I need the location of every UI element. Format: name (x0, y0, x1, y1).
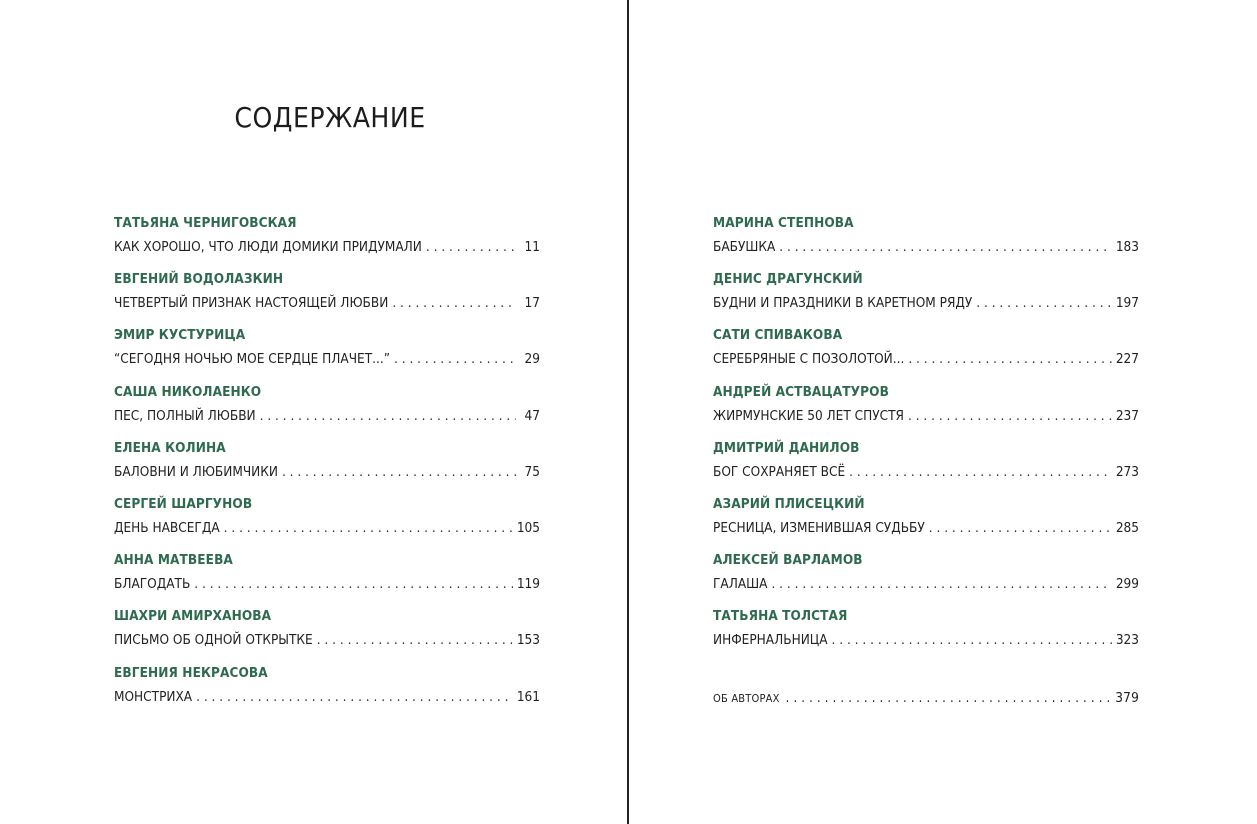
entry-author: ЕЛЕНА КОЛИНА (114, 439, 226, 456)
entry-author: МАРИНА СТЕПНОВА (713, 215, 854, 231)
entry-author: СЕРГЕЙ ШАРГУНОВ (114, 495, 253, 512)
entry-title: ЧЕТВЕРТЫЙ ПРИЗНАК НАСТОЯЩЕЙ ЛЮБВИ (114, 295, 389, 312)
entry-line (713, 235, 1139, 259)
dot-leader (908, 347, 1111, 371)
entry-line (713, 347, 1139, 371)
entry-title: ДЕНЬ НАВСЕГДА (114, 519, 220, 536)
entry-author: ДМИТРИЙ ДАНИЛОВ (713, 439, 860, 456)
entry-title: МОНСТРИХА (114, 688, 193, 705)
entry-title: БУДНИ И ПРАЗДНИКИ В КАРЕТНОМ РЯДУ (713, 295, 973, 312)
entry-author: ЕВГЕНИЯ НЕКРАСОВА (114, 664, 268, 681)
entry-author: ЭМИР КУСТУРИЦА (114, 327, 246, 344)
page-gutter (627, 0, 629, 824)
toc-entry[interactable] (114, 267, 540, 323)
entry-title: ИНФЕРНАЛЬНИЦА (713, 632, 828, 649)
entry-author: ТАТЬЯНА ТОЛСТАЯ (713, 608, 848, 625)
toc-entry[interactable] (114, 380, 540, 436)
toc-entry[interactable] (713, 380, 1139, 436)
toc-entry[interactable] (114, 548, 540, 604)
entry-page: 29 (524, 351, 540, 368)
dot-leader (771, 572, 1111, 596)
dot-leader (976, 291, 1112, 315)
dot-leader (317, 628, 513, 652)
dot-leader (392, 291, 516, 315)
toc-entry[interactable] (713, 211, 1139, 267)
dot-leader (786, 687, 1110, 711)
about-authors-label: ОБ АВТОРАХ (713, 692, 780, 705)
entry-author: ДЕНИС ДРАГУНСКИЙ (713, 271, 863, 288)
entry-page: 119 (516, 576, 540, 593)
entry-author: АННА МАТВЕЕВА (114, 552, 233, 569)
entry-page: 105 (516, 519, 540, 536)
entry-page: 161 (516, 688, 540, 705)
entry-page: 75 (524, 463, 540, 480)
toc-entry[interactable] (114, 604, 540, 660)
entry-line (114, 235, 540, 259)
entry-line (114, 460, 540, 484)
dot-leader (832, 628, 1112, 652)
entry-title: РЕСНИЦА, ИЗМЕНИВШАЯ СУДЬБУ (713, 519, 925, 536)
toc-entry[interactable] (114, 436, 540, 492)
entry-page: 47 (524, 407, 540, 424)
entry-title: ЖИРМУНСКИЕ 50 ЛЕТ СПУСТЯ (713, 407, 904, 424)
toc-entry[interactable] (713, 548, 1139, 604)
entry-page: 285 (1115, 519, 1139, 536)
about-authors-page: 379 (1115, 690, 1139, 706)
entry-line (114, 291, 540, 315)
entry-page: 11 (524, 239, 540, 255)
entry-line (713, 404, 1139, 428)
dot-leader (282, 460, 516, 484)
entry-line (114, 628, 540, 652)
dot-leader (394, 347, 516, 371)
toc-left-column (114, 211, 540, 717)
entry-title: БАБУШКА (713, 239, 776, 255)
dot-leader (196, 685, 513, 709)
dot-leader (426, 235, 516, 259)
entry-line (713, 291, 1139, 315)
entry-author: ЕВГЕНИЙ ВОДОЛАЗКИН (114, 271, 284, 288)
entry-page: 299 (1115, 576, 1139, 593)
entry-title: БЛАГОДАТЬ (114, 576, 191, 593)
entry-line (713, 460, 1139, 484)
toc-entry[interactable] (114, 323, 540, 379)
dot-leader (849, 460, 1112, 484)
entry-author: ТАТЬЯНА ЧЕРНИГОВСКАЯ (114, 215, 297, 231)
toc-entry[interactable] (114, 661, 540, 717)
entry-page: 227 (1115, 351, 1139, 368)
entry-line (114, 404, 540, 428)
toc-entry[interactable] (713, 267, 1139, 323)
toc-entry[interactable] (713, 604, 1139, 660)
entry-author: АЗАРИЙ ПЛИСЕЦКИЙ (713, 495, 865, 512)
about-authors-entry[interactable] (713, 686, 1139, 710)
entry-title: ГАЛАША (713, 576, 768, 593)
toc-entry[interactable] (713, 492, 1139, 548)
entry-line (114, 685, 540, 709)
entry-title: БОГ СОХРАНЯЕТ ВСЁ (713, 463, 846, 480)
dot-leader (260, 404, 516, 428)
entry-author: АНДРЕЙ АСТВАЦАТУРОВ (713, 383, 889, 400)
entry-line (114, 347, 540, 371)
entry-line (114, 516, 540, 540)
entry-page: 17 (524, 295, 540, 312)
entry-title: ПЕС, ПОЛНЫЙ ЛЮБВИ (114, 407, 256, 424)
entry-title: “СЕГОДНЯ НОЧЬЮ МОЕ СЕРДЦЕ ПЛАЧЕТ...” (114, 351, 391, 368)
entry-line (114, 572, 540, 596)
entry-page: 237 (1115, 407, 1139, 424)
dot-leader (908, 404, 1112, 428)
toc-entry[interactable] (114, 211, 540, 267)
entry-author: АЛЕКСЕЙ ВАРЛАМОВ (713, 552, 863, 569)
entry-title: КАК ХОРОШО, ЧТО ЛЮДИ ДОМИКИ ПРИДУМАЛИ (114, 239, 422, 255)
toc-entry[interactable] (713, 436, 1139, 492)
entry-author: САТИ СПИВАКОВА (713, 327, 843, 344)
entry-title: СЕРЕБРЯНЫЕ С ПОЗОЛОТОЙ... (713, 351, 905, 368)
dot-leader (194, 572, 513, 596)
page-title: СОДЕРЖАНИЕ (234, 101, 426, 134)
entry-line (713, 628, 1139, 652)
toc-entry[interactable] (713, 323, 1139, 379)
entry-title: БАЛОВНИ И ЛЮБИМЧИКИ (114, 463, 278, 480)
entry-title: ПИСЬМО ОБ ОДНОЙ ОТКРЫТКЕ (114, 632, 313, 649)
entry-author: САША НИКОЛАЕНКО (114, 383, 262, 400)
entry-page: 273 (1115, 463, 1139, 480)
entry-line (713, 516, 1139, 540)
dot-leader (224, 516, 513, 540)
entry-page: 197 (1115, 295, 1139, 312)
entry-page: 323 (1115, 632, 1139, 649)
dot-leader (779, 235, 1112, 259)
entry-page: 183 (1115, 239, 1139, 255)
dot-leader (929, 516, 1112, 540)
toc-right-column (713, 211, 1139, 661)
entry-author: ШАХРИ АМИРХАНОВА (114, 608, 272, 625)
toc-entry[interactable] (114, 492, 540, 548)
entry-line (713, 572, 1139, 596)
entry-page: 153 (516, 632, 540, 649)
